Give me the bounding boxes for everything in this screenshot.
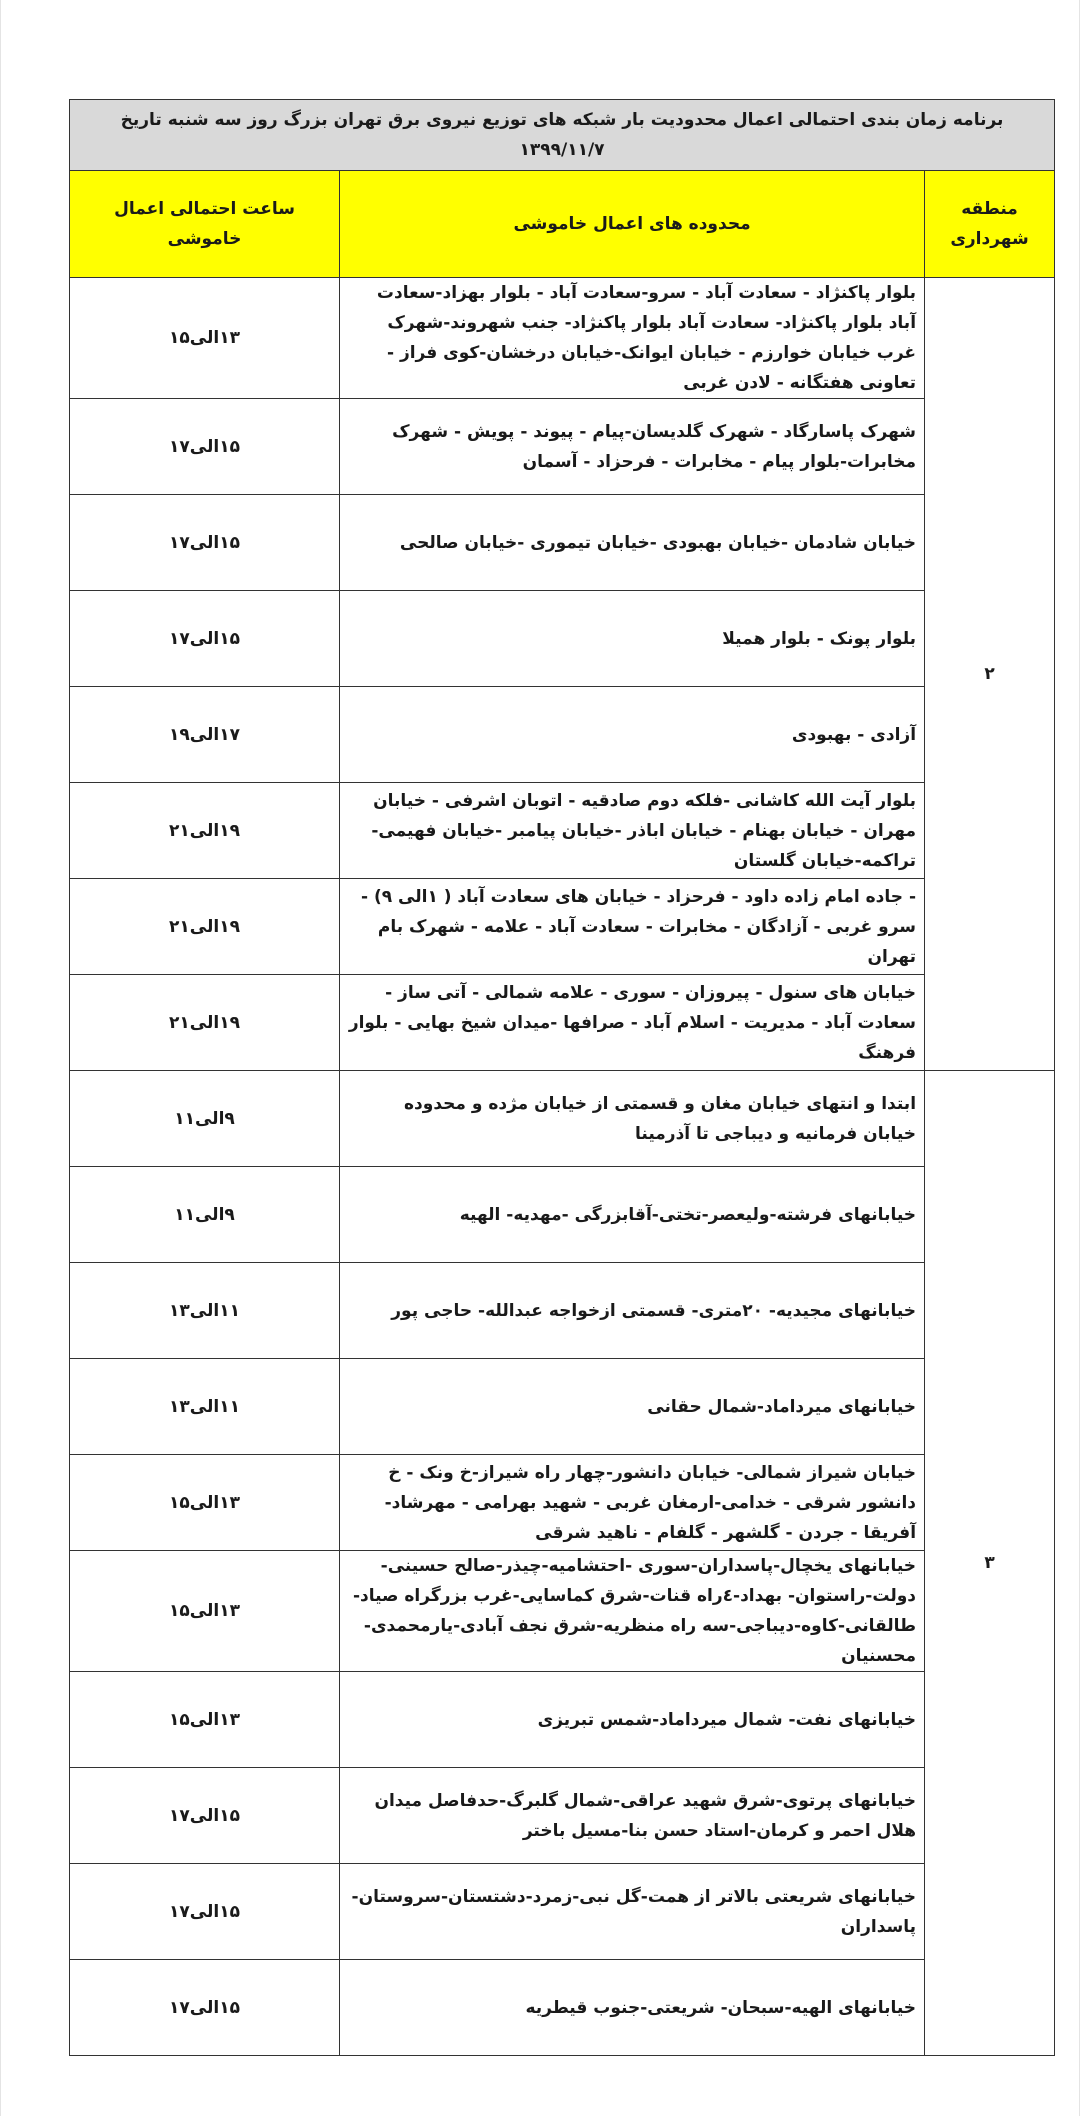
table-row [70,591,1055,687]
table-row [70,1263,1055,1359]
table-row [70,783,1055,879]
areas-cell: خیابانهای شریعتی بالاتر از همت-گل نبی-زمرد-دشتستان-سروستان-پاسداران [340,1864,925,1960]
areas-cell: خیابانهای مجیدیه- ۲۰متری- قسمتی ازخواجه عبدالله- حاجی پور [340,1263,925,1359]
header-hours: ساعت احتمالی اعمال خاموشی [70,171,340,278]
hours-cell: ۱۳الی۱۵ [70,278,340,399]
hours-cell: ۱۳الی۱۵ [70,1551,340,1672]
table-row [70,1864,1055,1960]
hours-cell: ۱۵الی۱۷ [70,591,340,687]
areas-cell: خیابانهای یخچال-پاسداران-سوری -احتشامیه-چیذر-صالح حسینی-دولت-راستوان- بهداد-٤راه قنات-شرق کماسایی-غرب بزرگراه صیاد-طالقانی-کاوه-دیباجی-سه راه منظریه-شرق نجف آبادی-یارمحمدی-محسنیان [340,1551,925,1672]
areas-cell: بلوار پونک - بلوار همیلا [340,591,925,687]
areas-cell: - جاده امام زاده داود - فرحزاد - خیابان های سعادت آباد ( ۱الی ۹) - سرو غربی - آزادگان - مخابرات - سعادت آباد - علامه - شهرک بام تهران [340,879,925,975]
hours-cell: ۱۵الی۱۷ [70,1768,340,1864]
hours-cell: ۱۱الی۱۳ [70,1359,340,1455]
hours-cell: ۹الی۱۱ [70,1071,340,1167]
areas-cell: ابتدا و انتهای خیابان مغان و قسمتی از خیابان مژده و محدوده خیابان فرمانیه و دیباجی تا آذرمینا [340,1071,925,1167]
blackout-schedule-table [69,99,1055,2056]
table-row [70,1167,1055,1263]
hours-cell: ۱۹الی۲۱ [70,783,340,879]
hours-cell: ۱۷الی۱۹ [70,687,340,783]
header-areas: محدوده های اعمال خاموشی [340,171,925,278]
table-row [70,879,1055,975]
hours-cell: ۱۵الی۱۷ [70,495,340,591]
table-row [70,278,1055,399]
table-row [70,495,1055,591]
hours-cell: ۱۵الی۱۷ [70,1960,340,2056]
areas-cell: آزادی - بهبودی [340,687,925,783]
areas-cell: خیابان های سنول - پیروزان - سوری - علامه شمالی - آتی ساز - سعادت آباد - مدیریت - اسلام آباد - صرافها -میدان شیخ بهایی - بلوار فرهنگ [340,975,925,1071]
hours-cell: ۱۱الی۱۳ [70,1263,340,1359]
table-row [70,1768,1055,1864]
hours-cell: ۱۳الی۱۵ [70,1455,340,1551]
hours-cell: ۱۹الی۲۱ [70,879,340,975]
header-region: منطقه شهرداری [925,171,1055,278]
hours-cell: ۱۹الی۲۱ [70,975,340,1071]
table-row [70,1960,1055,2056]
table-title: برنامه زمان بندی احتمالی اعمال محدودیت بار شبکه های توزیع نیروی برق تهران بزرگ روز سه شنبه تاریخ ۱۳۹۹/۱۱/۷ [70,100,1055,171]
areas-cell: خیابان شادمان -خیابان بهبودی -خیابان تیموری -خیابان صالحی [340,495,925,591]
table-row [70,1551,1055,1672]
areas-cell: بلوار پاکنژاد - سعادت آباد - سرو-سعادت آباد - بلوار بهزاد-سعادت آباد بلوار پاکنژاد- سعادت آباد بلوار پاکنژاد- جنب شهروند-شهرک غرب خیابان خوارزم - خیابان ایوانک-خیابان درخشان-کوی فراز - تعاونی هفتگانه - لادن غربی [340,278,925,399]
areas-cell: بلوار آیت الله کاشانی -فلکه دوم صادقیه - اتوبان اشرفی - خیابان مهران - خیابان بهنام - خیابان اباذر -خیابان پیامبر -خیابان فهیمی-تراکمه-خیابان گلستان [340,783,925,879]
table-row [70,1071,1055,1167]
hours-cell: ۱۵الی۱۷ [70,399,340,495]
areas-cell: خیابانهای نفت- شمال میرداماد-شمس تبریزی [340,1672,925,1768]
table-row [70,399,1055,495]
region-cell: ۲ [925,278,1055,1071]
table-row [70,687,1055,783]
hours-cell: ۱۵الی۱۷ [70,1864,340,1960]
table-row [70,1359,1055,1455]
hours-cell: ۱۳الی۱۵ [70,1672,340,1768]
areas-cell: خیابانهای فرشته-ولیعصر-تختی-آقابزرگی -مهدیه- الهیه [340,1167,925,1263]
areas-cell: خیابانهای الهیه-سبحان- شریعتی-جنوب قیطریه [340,1960,925,2056]
table-row [70,975,1055,1071]
areas-cell: خیابانهای میرداماد-شمال حقانی [340,1359,925,1455]
areas-cell: شهرک پاسارگاد - شهرک گلدیسان-پیام - پیوند - پویش - شهرک مخابرات-بلوار پیام - مخابرات - فرحزاد - آسمان [340,399,925,495]
table-row [70,1672,1055,1768]
areas-cell: خیابانهای پرتوی-شرق شهید عراقی-شمال گلبرگ-حدفاصل میدان هلال احمر و کرمان-استاد حسن بنا-مسیل باختر [340,1768,925,1864]
hours-cell: ۹الی۱۱ [70,1167,340,1263]
region-cell: ۳ [925,1071,1055,2056]
areas-cell: خیابان شیراز شمالی- خیابان دانشور-چهار راه شیراز-خ ونک - خ دانشور شرقی - خدامی-ارمغان غربی - شهید بهرامی - مهرشاد-آفریقا - جردن - گلشهر - گلفام - ناهید شرقی [340,1455,925,1551]
table-row [70,1455,1055,1551]
